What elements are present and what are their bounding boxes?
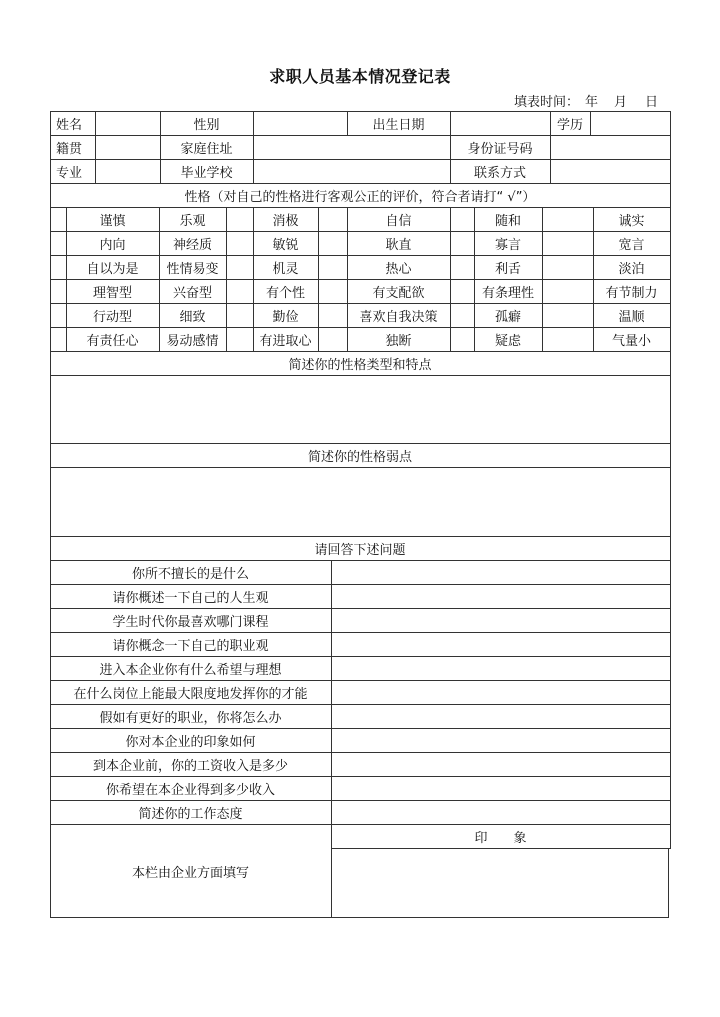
school-field[interactable] xyxy=(253,159,450,183)
question-label: 假如有更好的职业，你将怎么办 xyxy=(99,710,282,726)
education-field[interactable] xyxy=(590,111,670,135)
birth-field[interactable] xyxy=(450,111,550,135)
divider xyxy=(670,111,671,183)
contact-field[interactable] xyxy=(550,159,670,183)
name-field[interactable] xyxy=(95,111,160,135)
trait-option[interactable]: 寡言 xyxy=(494,237,521,253)
trait-option[interactable]: 性情易变 xyxy=(166,261,219,277)
trait-option[interactable]: 勤俭 xyxy=(272,309,299,325)
trait-option[interactable]: 温顺 xyxy=(618,309,645,325)
question-label: 简述你的工作态度 xyxy=(138,806,243,822)
form-title: 求职人员基本情况登记表 xyxy=(269,67,451,86)
divider xyxy=(668,848,669,918)
questions-header: 请回答下述问题 xyxy=(314,542,406,558)
school-label: 毕业学校 xyxy=(180,165,233,181)
impression-header: 印 象 xyxy=(474,830,527,846)
traits-textarea[interactable] xyxy=(51,376,670,443)
divider xyxy=(450,207,451,351)
address-field[interactable] xyxy=(253,135,450,159)
divider xyxy=(670,183,671,848)
divider xyxy=(226,207,227,351)
native-label: 籍贯 xyxy=(56,141,83,157)
trait-option[interactable]: 诚实 xyxy=(618,213,645,229)
trait-option[interactable]: 机灵 xyxy=(272,261,299,277)
trait-option[interactable]: 神经质 xyxy=(172,237,212,253)
trait-option[interactable]: 行动型 xyxy=(92,309,132,325)
weakness-header: 简述你的性格弱点 xyxy=(307,449,412,465)
answer-field[interactable] xyxy=(332,585,670,608)
question-label: 请你概念一下自己的职业观 xyxy=(112,638,269,654)
trait-option[interactable]: 理智型 xyxy=(92,285,132,301)
question-label: 你所不擅长的是什么 xyxy=(131,566,249,582)
weakness-textarea[interactable] xyxy=(51,468,670,536)
question-label: 请你概述一下自己的人生观 xyxy=(112,590,269,606)
address-label: 家庭住址 xyxy=(180,141,233,157)
trait-option[interactable]: 有支配欲 xyxy=(372,285,425,301)
native-field[interactable] xyxy=(95,135,160,159)
traits-header: 简述你的性格类型和特点 xyxy=(288,357,432,373)
answer-field[interactable] xyxy=(332,633,670,656)
company-section-label: 本栏由企业方面填写 xyxy=(131,865,249,881)
trait-option[interactable]: 兴奋型 xyxy=(172,285,212,301)
birth-label: 出生日期 xyxy=(372,117,425,133)
answer-field[interactable] xyxy=(332,729,670,752)
trait-option[interactable]: 利舌 xyxy=(494,261,521,277)
trait-option[interactable]: 气量小 xyxy=(611,333,651,349)
answer-field[interactable] xyxy=(332,753,670,776)
trait-option[interactable]: 随和 xyxy=(494,213,521,229)
trait-option[interactable]: 宽言 xyxy=(618,237,645,253)
id-number-field[interactable] xyxy=(550,135,670,159)
trait-option[interactable]: 乐观 xyxy=(179,213,206,229)
personality-header: 性格（对自己的性格进行客观公正的评价，符合者请打“ √”） xyxy=(184,189,536,205)
name-label: 姓名 xyxy=(56,117,83,133)
contact-label: 联系方式 xyxy=(473,165,526,181)
question-label: 进入本企业你有什么希望与理想 xyxy=(99,662,282,678)
trait-option[interactable]: 内向 xyxy=(99,237,126,253)
trait-option[interactable]: 易动感情 xyxy=(166,333,219,349)
trait-option[interactable]: 独断 xyxy=(385,333,412,349)
divider xyxy=(542,207,543,351)
divider xyxy=(318,207,319,351)
education-label: 学历 xyxy=(556,117,583,133)
answer-field[interactable] xyxy=(332,777,670,800)
trait-option[interactable]: 消极 xyxy=(272,213,299,229)
trait-option[interactable]: 耿直 xyxy=(385,237,412,253)
question-label: 你对本企业的印象如何 xyxy=(125,734,256,750)
trait-option[interactable]: 谨慎 xyxy=(99,213,126,229)
major-field[interactable] xyxy=(95,159,160,183)
trait-option[interactable]: 喜欢自我决策 xyxy=(359,309,438,325)
gender-label: 性别 xyxy=(193,117,220,133)
trait-option[interactable]: 细致 xyxy=(179,309,206,325)
trait-option[interactable]: 淡泊 xyxy=(618,261,645,277)
trait-option[interactable]: 有条理性 xyxy=(481,285,534,301)
trait-option[interactable]: 敏锐 xyxy=(272,237,299,253)
question-label: 在什么岗位上能最大限度地发挥你的才能 xyxy=(73,686,308,702)
fill-date xyxy=(514,91,658,110)
trait-option[interactable]: 有个性 xyxy=(265,285,305,301)
answer-field[interactable] xyxy=(332,681,670,704)
answer-field[interactable] xyxy=(332,657,670,680)
impression-field[interactable] xyxy=(332,849,668,918)
answer-field[interactable] xyxy=(332,561,670,584)
gender-field[interactable] xyxy=(253,111,347,135)
question-label: 学生时代你最喜欢哪门课程 xyxy=(112,614,269,630)
divider xyxy=(50,917,669,918)
trait-option[interactable]: 有节制力 xyxy=(605,285,658,301)
question-label: 你希望在本企业得到多少收入 xyxy=(105,782,275,798)
answer-field[interactable] xyxy=(332,801,670,824)
answer-field[interactable] xyxy=(332,705,670,728)
trait-option[interactable]: 热心 xyxy=(385,261,412,277)
fill-date-day: 日 xyxy=(644,95,658,110)
fill-date-year: 年 xyxy=(584,95,598,110)
trait-option[interactable]: 有进取心 xyxy=(259,333,312,349)
trait-option[interactable]: 自以为是 xyxy=(86,261,139,277)
fill-date-label: 填表时间： xyxy=(513,95,579,110)
question-label: 到本企业前，你的工资收入是多少 xyxy=(92,758,288,774)
trait-option[interactable]: 自信 xyxy=(385,213,412,229)
trait-option[interactable]: 孤癖 xyxy=(494,309,521,325)
trait-option[interactable]: 有责任心 xyxy=(86,333,139,349)
id-number-label: 身份证号码 xyxy=(467,141,533,157)
answer-field[interactable] xyxy=(332,609,670,632)
major-label: 专业 xyxy=(56,165,83,181)
fill-date-month: 月 xyxy=(613,95,627,110)
trait-option[interactable]: 疑虑 xyxy=(494,333,521,349)
